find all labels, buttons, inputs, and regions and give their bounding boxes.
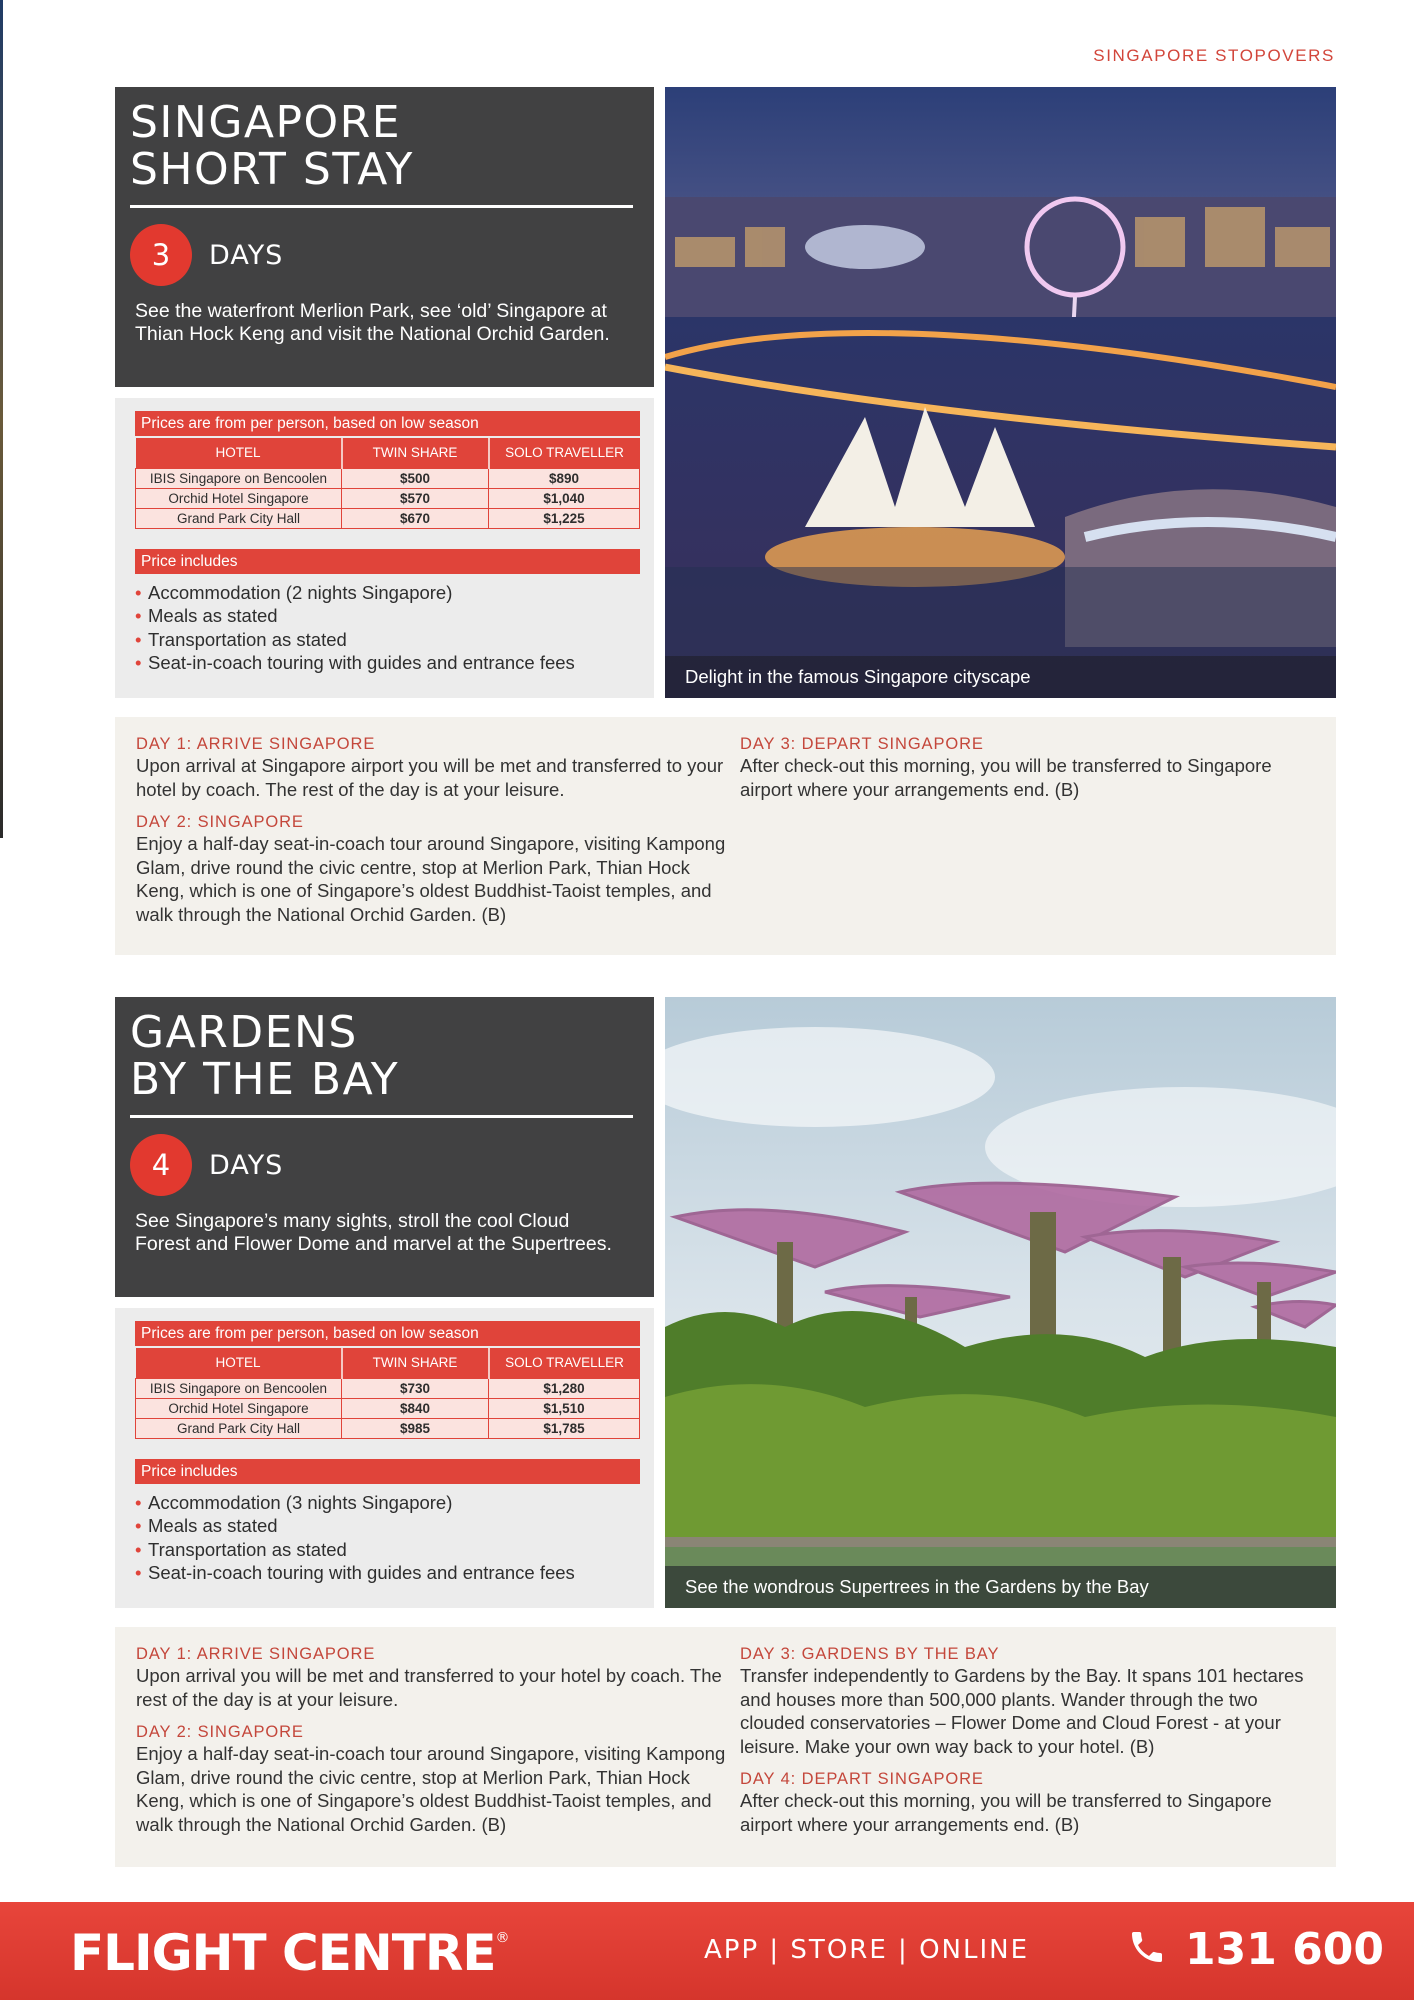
list-item: • Meals as stated	[135, 1514, 640, 1538]
list-item: • Seat-in-coach touring with guides and entrance fees	[135, 1561, 640, 1585]
twin-share-price: $985	[342, 1418, 489, 1438]
tour-title	[130, 1009, 634, 1103]
day-title: DAY 3: DEPART SINGAPORE	[740, 735, 984, 753]
day-title: DAY 1: ARRIVE SINGAPORE	[136, 1645, 376, 1663]
itinerary-column-left	[136, 734, 740, 955]
column-header-hotel: HOTEL	[136, 438, 342, 468]
price-includes-list	[135, 1491, 640, 1585]
booking-channels: APP | STORE | ONLINE	[704, 1935, 1030, 1965]
day-description: After check-out this morning, you will be transferred to Singapore airport where your arrangements end. (B)	[740, 755, 1272, 800]
duration	[130, 224, 634, 286]
table-row	[136, 1418, 640, 1438]
itinerary-day	[740, 1769, 1316, 1836]
list-item: • Accommodation (3 nights Singapore)	[135, 1491, 640, 1515]
days-number-badge: 3	[130, 224, 192, 286]
solo-traveller-price: $1,785	[489, 1418, 640, 1438]
solo-traveller-price: $1,280	[489, 1378, 640, 1398]
list-item: • Seat-in-coach touring with guides and entrance fees	[135, 651, 640, 675]
column-header-hotel: HOTEL	[136, 1348, 342, 1378]
title-divider	[130, 205, 633, 208]
twin-share-price: $670	[342, 508, 489, 528]
table-row	[136, 508, 640, 528]
solo-traveller-price: $1,225	[489, 508, 640, 528]
days-label: DAYS	[209, 1149, 284, 1181]
price-table	[135, 1348, 640, 1439]
table-row	[136, 1378, 640, 1398]
list-item: • Transportation as stated	[135, 1538, 640, 1562]
column-header-solo-traveller: SOLO TRAVELLER	[489, 438, 640, 468]
day-description: Upon arrival at Singapore airport you will be met and transferred to your hotel by coach. The rest of the day is at your leisure.	[136, 755, 724, 800]
day-title: DAY 4: DEPART SINGAPORE	[740, 1770, 984, 1788]
footer-banner	[0, 1902, 1414, 2000]
itinerary-day	[136, 734, 740, 801]
price-includes-bar: Price includes	[135, 1459, 640, 1484]
day-description: Enjoy a half-day seat-in-coach tour around Singapore, visiting Kampong Glam, drive round the civic centre, stop at Merlion Park, Thian Hock Keng, which is one of Singapore’s oldest Buddhist-Taoist temples, and walk through the National Orchid Garden. (B)	[136, 1743, 726, 1835]
itinerary-day	[136, 1722, 740, 1836]
price-table	[135, 438, 640, 529]
phone-number[interactable]: 131 600	[1185, 1924, 1385, 1975]
title-divider	[130, 1115, 633, 1118]
day-description: Upon arrival you will be met and transferred to your hotel by coach. The rest of the day is at your leisure.	[136, 1665, 722, 1710]
tour-title-line-2: BY THE BAY	[130, 1054, 400, 1105]
phone-contact[interactable]	[1127, 1924, 1384, 1975]
day-title: DAY 3: GARDENS BY THE BAY	[740, 1645, 1000, 1663]
itinerary-column-left	[136, 1644, 740, 1867]
hotel-name: Grand Park City Hall	[136, 1418, 342, 1438]
hotel-name: Orchid Hotel Singapore	[136, 1398, 342, 1418]
itinerary-day	[136, 1644, 740, 1711]
solo-traveller-price: $1,040	[489, 488, 640, 508]
list-item: • Transportation as stated	[135, 628, 640, 652]
itinerary-day	[740, 734, 1316, 801]
itinerary-column-right	[740, 1644, 1316, 1867]
day-description: Transfer independently to Gardens by the Bay. It spans 101 hectares and houses more than 500,000 plants. Wander through the two clouded conservatories – Flower Dome and Cloud Forest - at your leisure. Make your own way back to your hotel. (B)	[740, 1665, 1304, 1757]
photo-caption: Delight in the famous Singapore cityscape	[665, 656, 1336, 698]
supertrees-illustration	[665, 997, 1336, 1608]
tour-title	[130, 99, 634, 193]
itinerary-column-right	[740, 734, 1316, 955]
itinerary-day	[740, 1644, 1316, 1758]
day-title: DAY 2: SINGAPORE	[136, 1723, 304, 1741]
tour-title-line-2: SHORT STAY	[130, 144, 414, 195]
twin-share-price: $570	[342, 488, 489, 508]
hotel-name: Grand Park City Hall	[136, 508, 342, 528]
day-title: DAY 1: ARRIVE SINGAPORE	[136, 735, 376, 753]
hotel-name: IBIS Singapore on Bencoolen	[136, 468, 342, 488]
price-panel	[115, 1308, 654, 1608]
itinerary	[115, 1627, 1336, 1867]
list-item: • Accommodation (2 nights Singapore)	[135, 581, 640, 605]
day-description: After check-out this morning, you will be transferred to Singapore airport where your arrangements end. (B)	[740, 1790, 1272, 1835]
twin-share-price: $840	[342, 1398, 489, 1418]
days-label: DAYS	[209, 239, 284, 271]
list-item: • Meals as stated	[135, 604, 640, 628]
itinerary-day	[136, 812, 740, 926]
tour-intro: See Singapore’s many sights, stroll the cool Cloud Forest and Flower Dome and marvel at the Supertrees.	[135, 1210, 612, 1255]
table-row	[136, 1398, 640, 1418]
itinerary	[115, 717, 1336, 955]
column-header-twin-share: TWIN SHARE	[342, 438, 489, 468]
tour-title-panel	[115, 87, 654, 387]
table-row	[136, 488, 640, 508]
city-skyline-photo	[665, 87, 1336, 698]
day-title: DAY 2: SINGAPORE	[136, 813, 304, 831]
page-edge-strip	[0, 0, 3, 838]
hotel-name: IBIS Singapore on Bencoolen	[136, 1378, 342, 1398]
price-note-bar: Prices are from per person, based on low season	[135, 411, 640, 436]
city-skyline-illustration	[665, 87, 1336, 698]
price-note-bar: Prices are from per person, based on low season	[135, 1321, 640, 1346]
price-includes-list	[135, 581, 640, 675]
twin-share-price: $730	[342, 1378, 489, 1398]
tour-intro: See the waterfront Merlion Park, see ‘old’ Singapore at Thian Hock Keng and visit the National Orchid Garden.	[135, 300, 610, 345]
column-header-twin-share: TWIN SHARE	[342, 1348, 489, 1378]
tour-title-panel	[115, 997, 654, 1297]
brand-logo	[70, 1924, 508, 1982]
photo-caption: See the wondrous Supertrees in the Gardens by the Bay	[665, 1566, 1336, 1608]
price-includes-bar: Price includes	[135, 549, 640, 574]
duration	[130, 1134, 634, 1196]
days-number-badge: 4	[130, 1134, 192, 1196]
phone-icon	[1127, 1927, 1167, 1972]
tour-title-line-1: GARDENS	[130, 1007, 358, 1058]
running-head: SINGAPORE STOPOVERS	[1093, 46, 1335, 65]
registered-mark: ®	[495, 1930, 509, 1946]
brand-name: FLIGHT CENTRE	[70, 1924, 496, 1982]
table-row	[136, 468, 640, 488]
column-header-solo-traveller: SOLO TRAVELLER	[489, 1348, 640, 1378]
twin-share-price: $500	[342, 468, 489, 488]
supertrees-photo	[665, 997, 1336, 1608]
solo-traveller-price: $890	[489, 468, 640, 488]
tour-title-line-1: SINGAPORE	[130, 97, 402, 148]
day-description: Enjoy a half-day seat-in-coach tour around Singapore, visiting Kampong Glam, drive round the civic centre, stop at Merlion Park, Thian Hock Keng, which is one of Singapore’s oldest Buddhist-Taoist temples, and walk through the National Orchid Garden. (B)	[136, 833, 726, 925]
price-panel	[115, 398, 654, 698]
solo-traveller-price: $1,510	[489, 1398, 640, 1418]
hotel-name: Orchid Hotel Singapore	[136, 488, 342, 508]
